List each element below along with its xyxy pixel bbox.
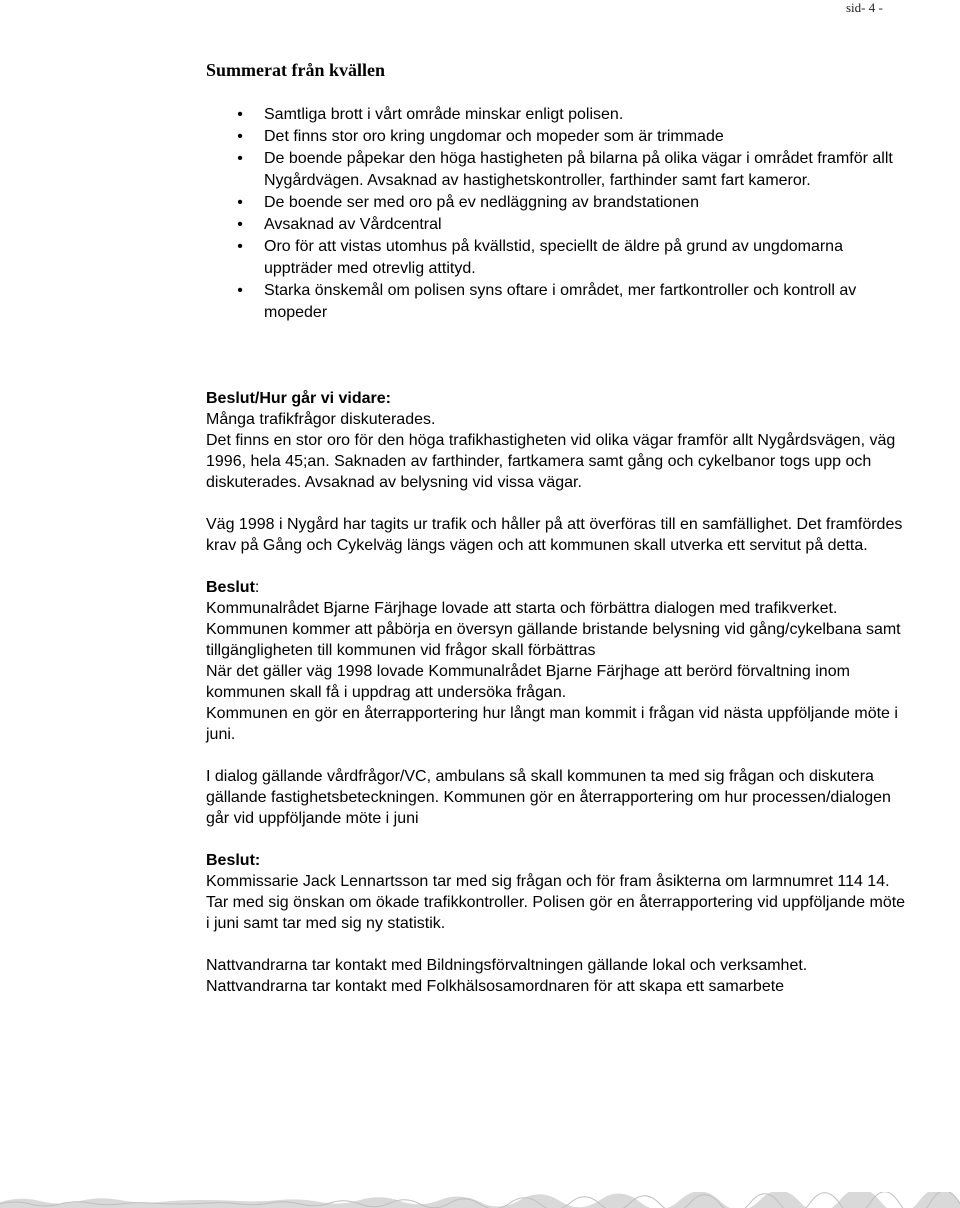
section-title: Summerat från kvällen — [206, 60, 385, 80]
bullet-icon: • — [237, 282, 243, 299]
paragraph: Kommunen en gör en återrapportering hur långt man kommit i frågan vid nästa uppföljande möte i juni. — [206, 705, 898, 743]
paragraph: Nattvandrarna tar kontakt med Folkhälsosamordnaren för att skapa ett samarbete — [206, 978, 785, 995]
list-item — [237, 126, 904, 148]
list-item-text: Samtliga brott i vårt område minskar enligt polisen. — [264, 106, 624, 123]
decision-heading — [206, 577, 906, 598]
list-item — [237, 214, 904, 236]
decision-heading: Beslut: — [206, 852, 261, 869]
bullet-icon: • — [237, 216, 243, 233]
list-item — [237, 280, 904, 324]
paragraph: Kommissarie Jack Lennartsson tar med sig frågan och för fram åsikterna om larmnumret 114 14. — [206, 873, 890, 890]
paragraph: Det finns en stor oro för den höga trafikhastigheten vid olika vägar framför allt Nygårdsvägen, väg 1996, hela 45;an. Saknaden av farthinder, fartkamera samt gång och cykelbanor togs upp och diskuterades. Avsaknad av belysning vid vissa vägar. — [206, 432, 896, 491]
paragraph: Tar med sig önskan om ökade trafikkontroller. Polisen gör en återrapportering vid uppföljande möte i juni samt tar med sig ny statistik. — [206, 894, 906, 932]
paragraph: I dialog gällande vårdfrågor/VC, ambulans så skall kommunen ta med sig frågan och diskutera gällande fastighetsbeteckningen. Kommunen gör en återrapportering om hur processen/dialogen går vid uppföljande möte i juni — [206, 768, 891, 827]
decision-colon: : — [254, 579, 260, 596]
decision-section — [206, 388, 906, 997]
list-item — [237, 192, 904, 214]
list-item-text: De boende ser med oro på ev nedläggning av brandstationen — [264, 194, 699, 211]
decorative-border — [0, 1192, 960, 1208]
list-item — [237, 148, 904, 192]
paragraph: Kommunalrådet Bjarne Färjhage lovade att starta och förbättra dialogen med trafikverket. Kommunen kommer att påbörja en översyn gällande bristande belysning vid gång/cykelbana samt tillgängligheten till kommunen vid frågor skall förbättras — [206, 600, 901, 659]
paragraph: Många trafikfrågor diskuterades. — [206, 411, 436, 428]
paragraph: Väg 1998 i Nygård har tagits ur trafik och håller på att överföras till en samfällighet. Det framfördes krav på Gång och Cykelväg längs vägen och att kommunen skall utverka ett servitut på detta. — [206, 516, 903, 554]
list-item-text: Starka önskemål om polisen syns oftare i området, mer fartkontroller och kontroll av mopeder — [264, 282, 857, 321]
list-item — [237, 104, 904, 126]
list-item — [237, 236, 904, 280]
summary-list — [237, 104, 904, 324]
bullet-icon: • — [237, 238, 243, 255]
bullet-icon: • — [237, 194, 243, 211]
list-item-text: De boende påpekar den höga hastigheten på bilarna på olika vägar i området framför allt Nygårdvägen. Avsaknad av hastighetskontroller, farthinder samt fart kameror. — [264, 150, 893, 189]
page-number: sid- 4 - — [846, 0, 883, 15]
list-item-text: Avsaknad av Vårdcentral — [264, 216, 442, 233]
decision-heading: Beslut/Hur går vi vidare: — [206, 390, 391, 407]
paragraph: Nattvandrarna tar kontakt med Bildningsförvaltningen gällande lokal och verksamhet. — [206, 957, 808, 974]
list-item-text: Det finns stor oro kring ungdomar och mopeder som är trimmade — [264, 128, 724, 145]
bullet-icon: • — [237, 150, 243, 167]
bullet-icon: • — [237, 128, 243, 145]
bullet-icon: • — [237, 106, 243, 123]
paragraph: När det gäller väg 1998 lovade Kommunalrådet Bjarne Färjhage att berörd förvaltning inom kommunen skall få i uppdrag att undersöka frågan. — [206, 663, 850, 701]
list-item-text: Oro för att vistas utomhus på kvällstid, speciellt de äldre på grund av ungdomarna uppträder med otrevlig attityd. — [264, 238, 843, 277]
decision-label: Beslut — [206, 579, 255, 596]
